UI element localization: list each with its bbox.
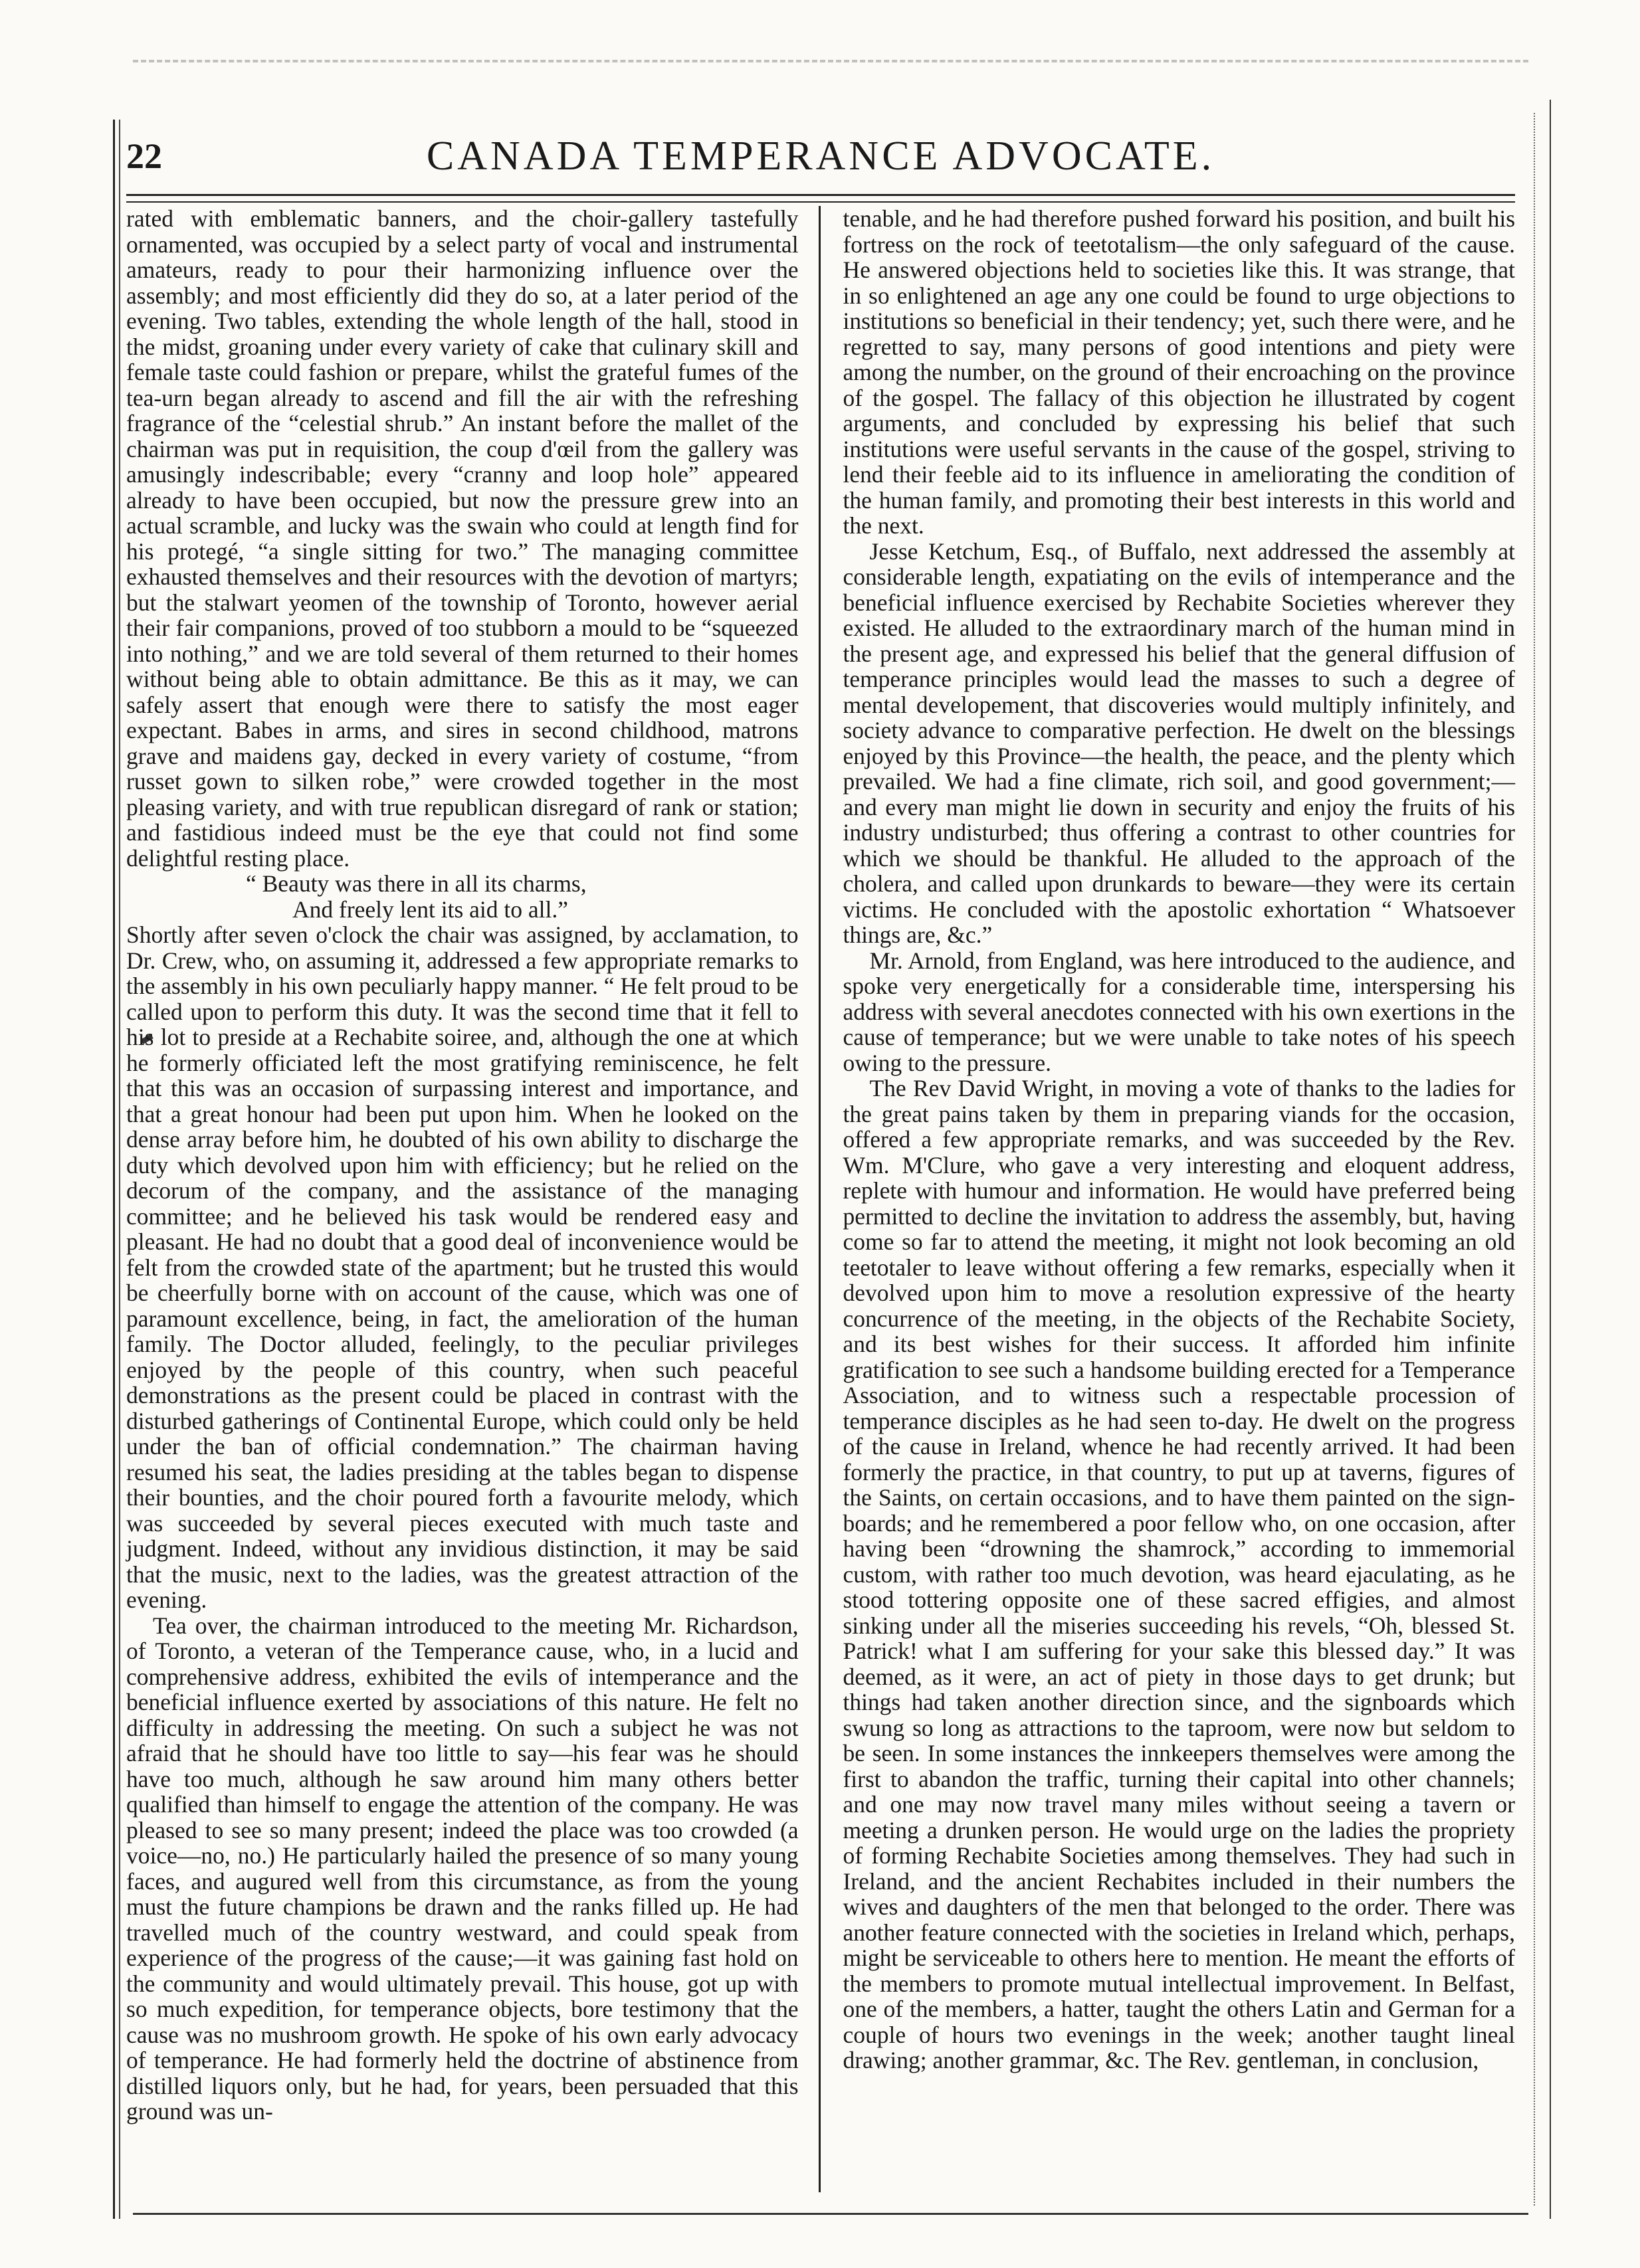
- right-border-rule: [1550, 100, 1555, 2219]
- top-edge-noise: [133, 60, 1528, 82]
- paragraph: Shortly after seven o'clock the chair was assigned, by acclamation, to Dr. Crew, who, on assuming it, addressed a few appropriate remarks to the assembly in his own peculiarly happy manner. “ He felt proud to be called upon to perform this duty. It was the second time that it fell to his lot to preside at a Rechabite soiree, and, although the one at which he formerly officiated left the most gratifying reminiscence, he felt that this was an occasion of surpassing interest and importance, and that a great honour had been put upon him. When he looked on the dense array before him, he doubted of his own ability to discharge the duty which devolved upon him with efficiency; but he relied on the decorum of the company, and the assistance of the managing committee; and he believed his task would be rendered easy and pleasant. He had no doubt that a good deal of inconvenience would be felt from the crowded state of the apartment; but he trusted this would be cheerfully borne with on account of the cause, which was one of paramount excellence, being, in fact, the amelioration of the human family. The Doctor alluded, feelingly, to the peculiar privileges enjoyed by the people of this country, when such peaceful demonstrations as the present could be placed in contrast with the disturbed gatherings of Continental Europe, which could only be held under the ban of official condemnation.” The chairman having resumed his seat, the ladies presiding at the tables began to dispense their bounties, and the choir poured forth a favourite melody, which was succeeded by several pieces executed with much taste and judgment. Indeed, without any invidious distinction, it may be said that the music, next to the ladies, was the greatest attraction of the evening.: [126, 921, 799, 1613]
- right-column: [823, 206, 1515, 2192]
- paragraph: rated with emblematic banners, and the choir-gallery tastefully ornamented, was occupied by a select party of vocal and instrumental amateurs, ready to pour their harmonizing influence over the assembly; and most efficiently did they do so, at a later period of the evening. Two tables, extending the whole length of the hall, stood in the midst, groaning under every variety of cake that culinary skill and female taste could fashion or prepare, whilst the grateful fumes of the tea-urn began already to ascend and fill the air with the refreshing fragrance of the “celestial shrub.” An instant before the mallet of the chairman was put in requisition, the coup d'œil from the gallery was amusingly indescribable; every “cranny and loop hole” appeared already to have been occupied, but now the pressure grew into an actual scramble, and lucky was the swain who could at length find for his protegé, “a single sitting for two.” The managing committee exhausted themselves and their resources with the devotion of martyrs; but the stalwart yeomen of the township of Toronto, however aerial their fair companions, proved of too stubborn a mould to be “squeezed into nothing,” and we are told several of them returned to their homes without being able to obtain admittance. Be this as it may, we can safely assert that enough were there to satisfy the most eager expectant. Babes in arms, and sires in second childhood, matrons grave and maidens gay, decked in every variety of costume, “from russet gown to silken robe,” were crowded together in the most pleasing variety, and with true republican disregard of rank or station; and fastidious indeed must be the eye that could not find some delightful resting place.: [126, 205, 799, 872]
- column-divider: [819, 206, 823, 2192]
- text-columns: [126, 206, 1515, 2192]
- left-column: [126, 206, 819, 2192]
- page-header: [126, 120, 1515, 193]
- paragraph: Mr. Arnold, from England, was here introduced to the audience, and spoke very energetically for a considerable time, interspersing his address with several anecdotes connected with his own exertions in the cause of temperance; but we were unable to take notes of his speech owing to the pressure.: [843, 947, 1516, 1076]
- verse-line: “ Beauty was there in all its charms,: [246, 870, 587, 897]
- right-dotted-rule: [1534, 113, 1536, 2206]
- left-border-rule: [113, 120, 120, 2219]
- paragraph: Jesse Ketchum, Esq., of Buffalo, next addressed the assembly at considerable length, expatiating on the evils of intemperance and the beneficial influence exercised by Rechabite Societies wherever they existed. He alluded to the extraordinary march of the human mind in the present age, and expressed his belief that the general diffusion of temperance principles would lead the masses to such a degree of mental developement, that discoveries would multiply infinitely, and society advance to comparative perfection. He dwelt on the blessings enjoyed by this Province—the health, the peace, and the plenty which prevailed. We had a fine climate, rich soil, and good government;—and every man might lie down in security and enjoy the fruits of his industry undisturbed; thus offering a contrast to other countries for which we should be thankful. He alluded to the approach of the cholera, and called upon drunkards to beware—they were its certain victims. He concluded with the apostolic exhortation “ Whatsoever things are, &c.”: [843, 537, 1516, 948]
- newspaper-page: [93, 40, 1555, 2232]
- paragraph: tenable, and he had therefore pushed forward his position, and built his fortress on the rock of teetotalism—the only safeguard of the cause. He answered objections held to societies like this. It was strange, that in so enlightened an age any one could be found to urge objections to institutions so beneficial in their tendency; yet, such there were, and he regretted to say, many persons of good intentions and piety were among the number, on the ground of their encroaching on the province of the gospel. The fallacy of this objection he illustrated by cogent arguments, and concluded by expressing his belief that such institutions were useful servants in the cause of the gospel, striving to lend their feeble aid to its influence in ameliorating the condition of the human family, and promoting their best interests in this world and the next.: [843, 205, 1516, 539]
- paragraph: The Rev David Wright, in moving a vote of thanks to the ladies for the great pains taken by them in preparing viands for the occasion, offered a few appropriate remarks, and was succeeded by the Rev. Wm. M'Clure, who gave a very interesting and eloquent address, replete with humour and information. He would have preferred being permitted to decline the invitation to address the assembly, but, having come so far to attend the meeting, it might not look becoming an old teetotaler to leave without offering a few remarks, especially when it devolved upon him to move a resolution expressive of the hearty concurrence of the meeting, in the objects of the Rechabite Society, and its best wishes for their success. It afforded him infinite gratification to see such a handsome building erected for a Temperance Association, and to witness such a respectable procession of temperance disciples as he had seen to-day. He dwelt on the progress of the cause in Ireland, whence he had recently arrived. It had been formerly the practice, in that country, to put up at taverns, figures of the Saints, on certain occasions, and to have them painted on the sign-boards; and he remembered a poor fellow who, on one occasion, after having been “drowning the shamrock,” according to immemorial custom, with rather too much devotion, was heard ejaculating, as he stood tottering opposite one of these sacred effigies, and almost sinking under all the miseries succeeding his revels, “Oh, blessed St. Patrick! what I am suffering for your sake this blessed day.” It was deemed, as it were, an act of piety in those days to get drunk; but things had taken another direction since, and the signboards which swung so long as attractions to the taproom, were now but seldom to be seen. In some instances the innkeepers themselves were among the first to abandon the traffic, turning their capital into other channels; and one may now travel many miles without seeing a tavern or meeting a drunken person. He would urge on the ladies the propriety of forming Rechabite Societies among themselves. They had such in Ireland, and the ancient Rechabites included in their numbers the wives and daughters of the men that belonged to the order. There was another feature connected with the societies in Ireland which, perhaps, might be serviceable to others here to mention. He meant the efforts of the members to promote mutual intellectual improvement. In Belfast, one of the members, a hatter, taught the others Latin and German for a couple of hours two evenings in the week; another taught lineal drawing; another grammar, &c. The Rev. gentleman, in conclusion,: [843, 1075, 1516, 2073]
- header-rule: [126, 194, 1515, 203]
- page-number: 22: [126, 136, 162, 176]
- masthead-title: CANADA TEMPERANCE ADVOCATE.: [426, 133, 1215, 179]
- paragraph: Tea over, the chairman introduced to the meeting Mr. Richardson, of Toronto, a veteran of the Temperance cause, who, in a lucid and comprehensive address, exhibited the evils of intemperance and the beneficial influence exerted by associations of this nature. He felt no difficulty in addressing the meeting. On such a subject he was not afraid that he should have too little to say—his fear was he should have too much, although he saw around him many others better qualified than himself to engage the attention of the company. He was pleased to see so many present; indeed the place was too crowded (a voice—no, no.) He particularly hailed the presence of so many young faces, and augured well from this circumstance, as from the young must the future champions be drawn and the ranks filled up. He had travelled much of the country westward, and could speak from experience of the progress of the cause;—it was gaining fast hold on the community and would ultimately prevail. This house, got up with so much expedition, for temperance objects, bore testimony that the cause was no mushroom growth. He spoke of his own early advocacy of temperance. He had formerly held the doctrine of abstinence from distilled liquors only, but he had, for years, been persuaded that this ground was un-: [126, 1612, 799, 2125]
- bottom-rule: [133, 2213, 1528, 2219]
- verse-line: And freely lent its aid to all.”: [292, 896, 569, 923]
